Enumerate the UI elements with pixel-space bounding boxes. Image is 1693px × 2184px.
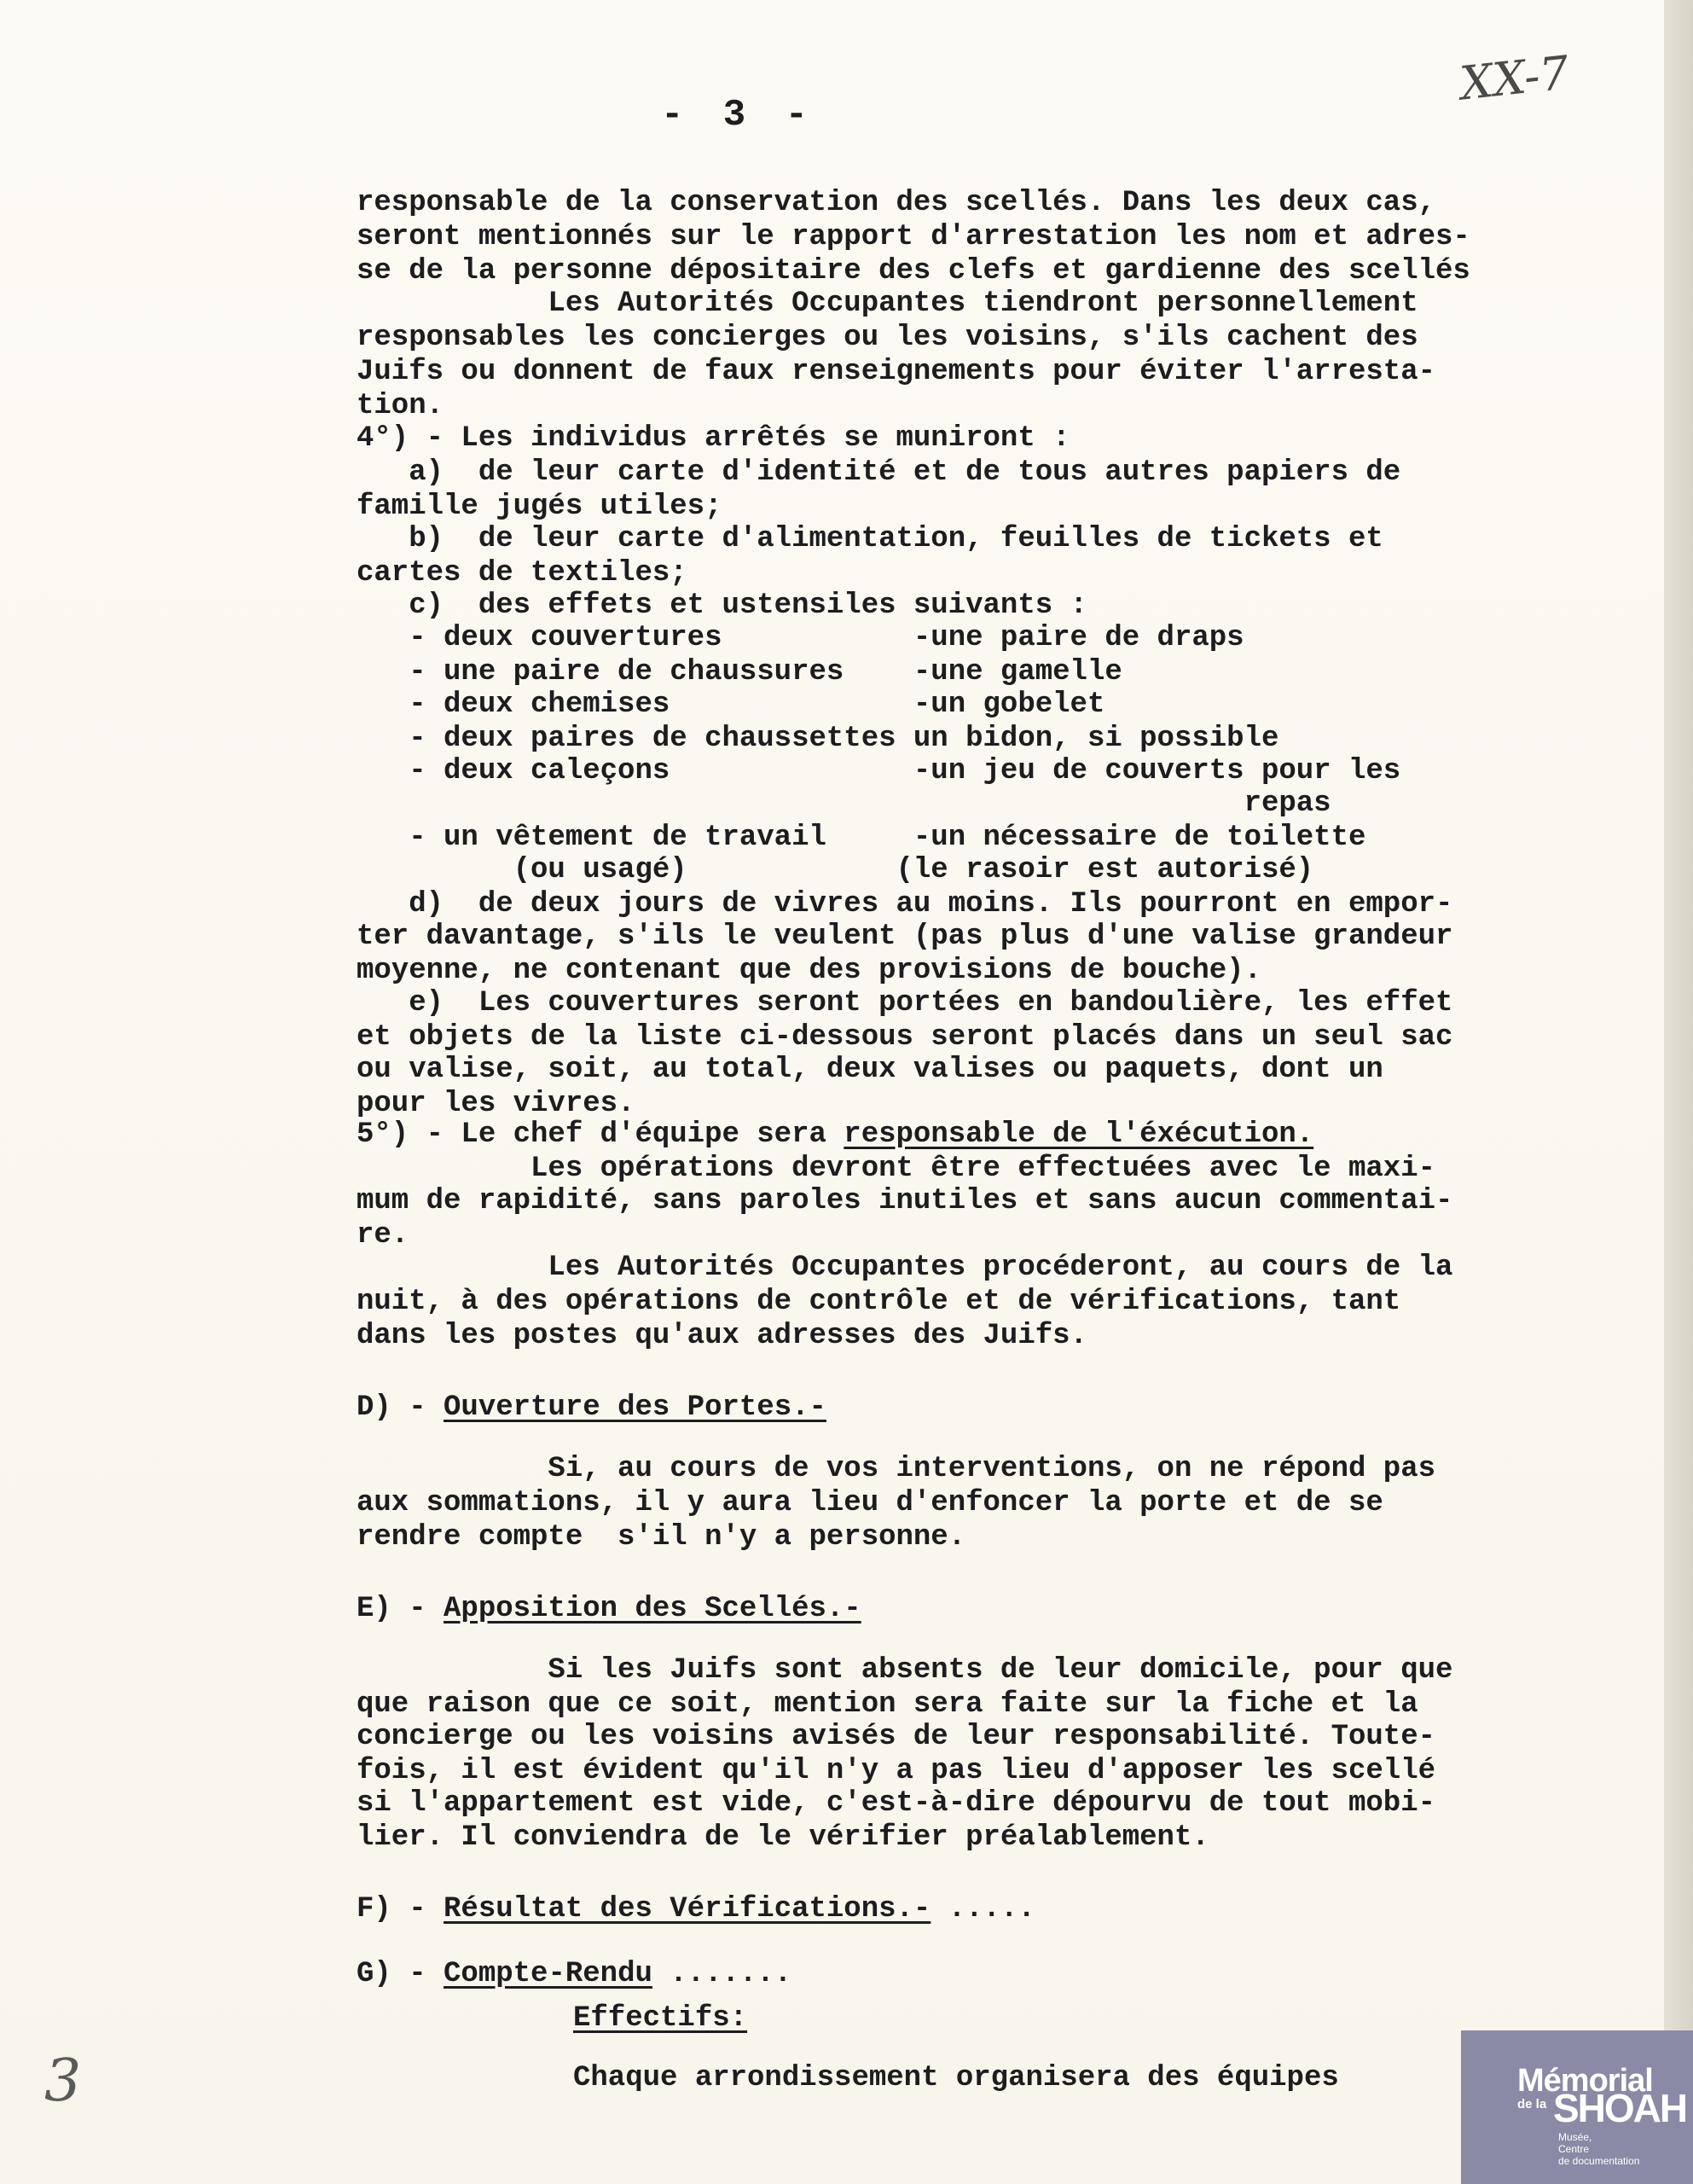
body-line: Chaque arrondissement organisera des équipes (573, 2062, 1339, 2094)
list-line: (ou usagé) (le rasoir est autorisé) (357, 854, 1314, 886)
section-e-heading: E) - Apposition des Scellés.- (357, 1593, 861, 1625)
body-line: Les Autorités Occupantes procéderont, au cours de la (357, 1252, 1453, 1284)
body-line: rendre compte s'il n'y a personne. (357, 1521, 966, 1554)
list-line: - une paire de chaussures -une gamelle (357, 656, 1122, 688)
body-line: Juifs ou donnent de faux renseignements pour éviter l'arresta- (357, 356, 1436, 388)
body-line: concierge ou les voisins avisés de leur responsabilité. Toute- (357, 1721, 1436, 1753)
body-line: seront mentionnés sur le rapport d'arrestation les nom et adres- (357, 221, 1470, 253)
section-d-heading: D) - Ouverture des Portes.- (357, 1391, 826, 1424)
body-line: responsables les concierges ou les voisins, s'ils cachent des (357, 322, 1418, 354)
body-line: Si, au cours de vos interventions, on ne répond pas (357, 1453, 1436, 1485)
archive-reference-mark: XX-7 (1458, 45, 1572, 111)
memorial-shoah-logo: Mémorial de la SHOAH Musée, Centre de documentation (1461, 2030, 1693, 2184)
body-line: mum de rapidité, sans paroles inutiles et sans aucun commentai- (357, 1185, 1453, 1217)
body-line: aux sommations, il y aura lieu d'enfoncer la porte et de se (357, 1487, 1383, 1519)
body-line: que raison que ce soit, mention sera faite sur la fiche et la (357, 1688, 1418, 1721)
list-line: - deux chemises -un gobelet (357, 688, 1105, 721)
body-line: dans les postes qu'aux adresses des Juifs. (357, 1320, 1087, 1352)
list-line: - deux paires de chaussettes un bidon, si possible (357, 723, 1279, 755)
section-title: Compte-Rendu (444, 1958, 652, 1990)
body-line: ter davantage, s'ils le veulent (pas plus d'une valise grandeur (357, 921, 1453, 953)
body-line: e) Les couvertures seront portées en bandoulière, les effet (357, 987, 1453, 1019)
body-line: pour les vivres. (357, 1088, 635, 1120)
section-4-heading: 4°) - Les individus arrêtés se muniront : (357, 422, 1070, 455)
body-line: Les opérations devront être effectuées avec le maxi- (357, 1153, 1436, 1185)
section-title: Apposition des Scellés.- (444, 1593, 861, 1625)
body-line: responsable de la conservation des scellés. Dans les deux cas, (357, 187, 1436, 219)
list-line: - deux caleçons -un jeu de couverts pour les (357, 755, 1401, 787)
underlined-phrase: responsable de l'éxécution. (844, 1118, 1314, 1151)
body-line: Les Autorités Occupantes tiendront personnellement (357, 288, 1418, 320)
body-line: si l'appartement est vide, c'est-à-dire dépourvu de tout mobi- (357, 1787, 1436, 1820)
body-line: nuit, à des opérations de contrôle et de vérifications, tant (357, 1286, 1401, 1318)
list-line: - deux couvertures -une paire de draps (357, 622, 1244, 654)
section-title: Résultat des Vérifications.- (444, 1893, 931, 1926)
body-line: c) des effets et ustensiles suivants : (357, 590, 1087, 622)
body-line: re. (357, 1219, 409, 1252)
body-line: a) de leur carte d'identité et de tous autres papiers de (357, 456, 1401, 489)
list-line: - un vêtement de travail -un nécessaire de toilette (357, 822, 1366, 854)
paper-edge (1664, 0, 1693, 2184)
body-line: se de la personne dépositaire des clefs et gardienne des scellés (357, 255, 1470, 288)
body-line: cartes de textiles; (357, 557, 687, 590)
body-line: et objets de la liste ci-dessous seront placés dans un seul sac (357, 1021, 1453, 1054)
body-line: tion. (357, 390, 444, 422)
effectifs-heading: Effectifs: (573, 2002, 748, 2035)
body-line: fois, il est évident qu'il n'y a pas lieu d'apposer les scellé (357, 1755, 1436, 1787)
section-f-heading: F) - Résultat des Vérifications.- ..... (357, 1893, 1035, 1926)
section-5-heading: 5°) - Le chef d'équipe sera responsable de l'éxécution. (357, 1118, 1314, 1151)
body-line: b) de leur carte d'alimentation, feuilles de tickets et (357, 523, 1383, 555)
section-g-heading: G) - Compte-Rendu ....... (357, 1958, 792, 1990)
page-number: - 3 - (661, 94, 817, 136)
body-line: d) de deux jours de vivres au moins. Ils pourront en empor- (357, 888, 1453, 921)
body-line: ou valise, soit, au total, deux valises ou paquets, dont un (357, 1054, 1383, 1086)
handwritten-page-number: 3 (44, 2048, 82, 2115)
section-title: Ouverture des Portes.- (444, 1391, 826, 1424)
body-line: famille jugés utiles; (357, 491, 722, 523)
body-line: moyenne, ne contenant que des provisions de bouche). (357, 955, 1261, 987)
body-line: Si les Juifs sont absents de leur domicile, pour que (357, 1654, 1453, 1687)
list-line: repas (357, 787, 1331, 820)
body-line: lier. Il conviendra de le vérifier préalablement. (357, 1821, 1209, 1854)
